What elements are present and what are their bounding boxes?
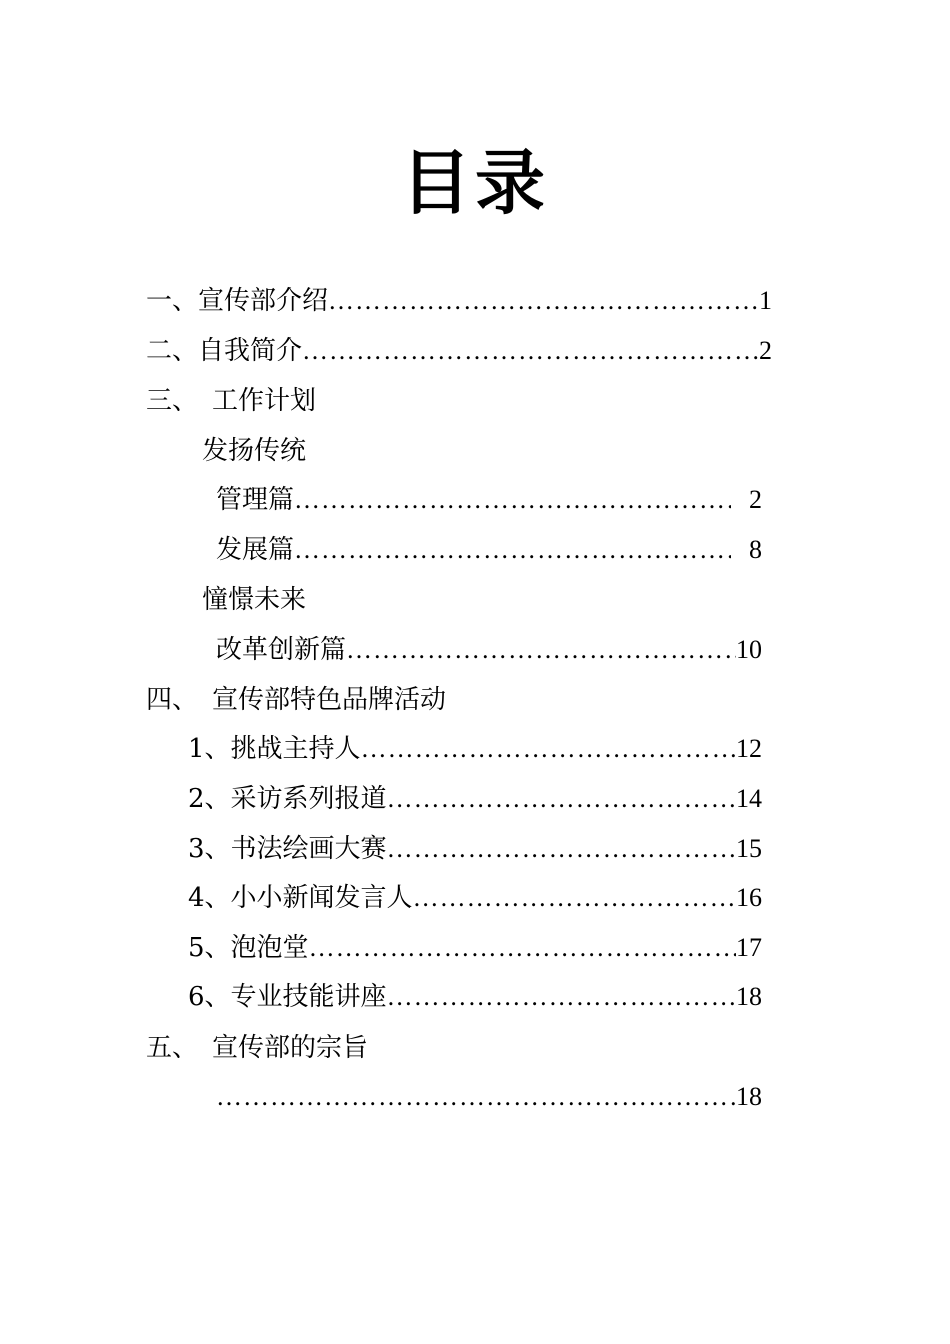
toc-entry-text: 宣传部特色品牌活动 (212, 685, 447, 715)
toc-entry-page: 2 (759, 336, 772, 365)
toc-subgroup-heading[interactable] (202, 431, 306, 471)
toc-entry[interactable] (188, 729, 762, 769)
toc-entry-text: 工作计划 (212, 386, 317, 416)
toc-entry[interactable] (146, 331, 772, 371)
toc-entry[interactable] (216, 480, 762, 520)
toc-entry-text: 改革创新篇 (216, 635, 347, 665)
toc-leader-dots (302, 331, 759, 371)
toc-entry[interactable] (188, 977, 762, 1017)
toc-entry-page: 15 (736, 834, 762, 863)
toc-entry-text: 宣传部介绍 (198, 286, 329, 316)
toc-entry-number: 6、 (188, 982, 231, 1012)
toc-entry-number: 1、 (188, 734, 231, 764)
toc-leader-dots (309, 928, 736, 968)
toc-entry[interactable] (216, 1077, 762, 1117)
toc-section-heading[interactable] (146, 381, 316, 421)
toc-entry-page: 1 (759, 286, 772, 315)
toc-entry-page: 12 (736, 734, 762, 763)
toc-entry[interactable] (146, 281, 772, 321)
toc-entry[interactable] (216, 530, 762, 570)
toc-section-heading[interactable] (146, 680, 446, 720)
toc-entry-text: 专业技能讲座 (230, 982, 387, 1012)
toc-entry[interactable] (216, 630, 762, 670)
toc-entry-page: 16 (736, 883, 762, 912)
toc-leader-dots (328, 281, 759, 321)
toc-leader-dots (413, 878, 736, 918)
toc-entry-page: 18 (736, 1082, 762, 1111)
toc-leader-dots (387, 977, 736, 1017)
toc-entry-text: 管理篇 (216, 485, 295, 515)
toc-entry-page: 2 (749, 485, 762, 514)
toc-entry-page: 14 (736, 784, 762, 813)
toc-leader-dots (294, 530, 731, 570)
toc-entry-text: 泡泡堂 (230, 933, 309, 963)
toc-entry-number: 二、 (146, 336, 199, 366)
toc-entry-text: 小小新闻发言人 (230, 883, 413, 913)
toc-entry-number: 五、 (146, 1033, 199, 1063)
toc-entry-number: 4、 (188, 883, 231, 913)
toc-entry-text: 自我简介 (198, 336, 303, 366)
toc-entry-page: 10 (736, 635, 762, 664)
toc-entry-text: 书法绘画大赛 (230, 834, 387, 864)
toc-entry-text: 发展篇 (216, 535, 295, 565)
toc-entry-text: 采访系列报道 (230, 784, 387, 814)
toc-entry[interactable] (188, 779, 762, 819)
toc-leader-dots (387, 829, 736, 869)
toc-entry[interactable] (188, 829, 762, 869)
toc-entry-number: 3、 (188, 834, 231, 864)
toc-entry-text: 宣传部的宗旨 (212, 1033, 369, 1063)
toc-entry[interactable] (188, 878, 762, 918)
toc-entry-text: 憧憬未来 (202, 585, 307, 615)
toc-leader-dots (346, 630, 736, 670)
page-title: 目录 (401, 141, 549, 224)
toc-subgroup-heading[interactable] (202, 580, 306, 620)
toc-leader-dots (216, 1077, 736, 1117)
toc-leader-dots (387, 779, 736, 819)
toc-leader-dots (294, 480, 731, 520)
toc-entry-page: 17 (736, 933, 762, 962)
toc-leader-dots (361, 729, 736, 769)
toc-entry-number: 四、 (146, 685, 199, 715)
toc-entry-page: 18 (736, 982, 762, 1011)
toc-entry-number: 三、 (146, 386, 199, 416)
toc-section-heading[interactable] (146, 1028, 368, 1068)
toc-entry-page: 8 (749, 535, 762, 564)
toc-entry-text: 发扬传统 (202, 436, 307, 466)
toc-entry-number: 2、 (188, 784, 231, 814)
toc-entry[interactable] (188, 928, 762, 968)
toc-entry-text: 挑战主持人 (230, 734, 361, 764)
toc-entry-number: 5、 (188, 933, 231, 963)
toc-entry-number: 一、 (146, 286, 199, 316)
